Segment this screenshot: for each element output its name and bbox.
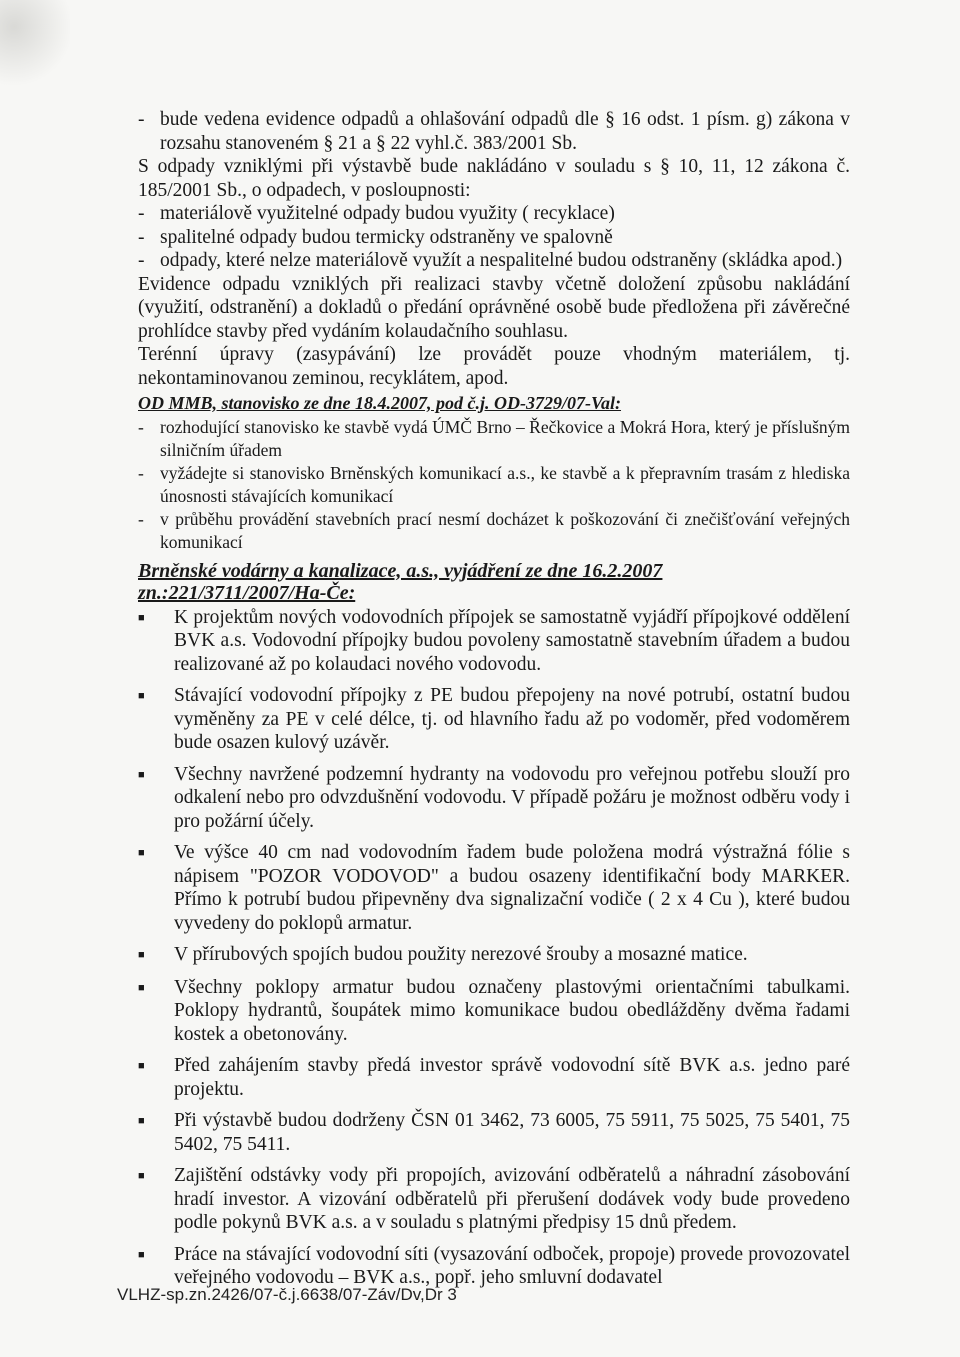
section-heading-od-mmb: OD MMB, stanovisko ze dne 18.4.2007, pod č.j. OD-3729/07-Val:: [138, 393, 622, 413]
document-page: [138, 108, 850, 1298]
bullet-marker: ■: [138, 981, 145, 994]
list-item: [138, 416, 850, 462]
list-item: [138, 976, 850, 1047]
list-item-text: V přírubových spojích budou použity nerezové šrouby a mosazné matice.: [174, 944, 748, 965]
bullet-marker: ■: [138, 1170, 145, 1182]
list-item-text: spalitelné odpady budou termicky odstraněny ve spalovně: [160, 226, 613, 248]
bullet-marker: ■: [138, 949, 145, 961]
bullet-marker: ■: [138, 847, 145, 859]
list-item-text: Před zahájením stavby předá investor správě vodovodní sítě BVK a.s. jedno paré projektu.: [174, 1055, 850, 1100]
list-item-text: Všechny poklopy armatur budou označeny plastovými orientačními tabulkami. Poklopy hydrantů, šoupátek mimo komunikace budou obedlážděny dvěma řadami kostek a obetonovány.: [174, 976, 850, 1045]
list-item: [138, 763, 850, 834]
dash-marker: -: [138, 109, 145, 130]
list-item: [138, 841, 850, 935]
bullet-marker: ■: [138, 768, 145, 781]
list-item: [138, 249, 850, 273]
list-item-text: vyžádejte si stanovisko Brněnských komunikací a.s., ke stavbě a k přepravním trasám z hlediska únosnosti stávajících komunikací: [160, 462, 850, 506]
dash-marker: -: [138, 203, 145, 224]
list-item: [138, 943, 850, 968]
list-item-text: Stávající vodovodní přípojky z PE budou přepojeny na nové potrubí, ostatní budou vyměněny za PE v celé délce, tj. od hlavního řadu až po vodoměr, před vodoměrem bude osazen kulový uzávěr.: [174, 685, 850, 753]
list-item: [138, 606, 850, 677]
list-item: [138, 1164, 850, 1235]
list-item-text: bude vedena evidence odpadů a ohlašování odpadů dle § 16 odst. 1 písm. g) zákona v rozsahu stanoveném § 21 a § 22 vyhl.č. 383/2001 Sb.: [160, 109, 850, 154]
list-item-text: materiálově využitelné odpady budou využity ( recyklace): [160, 203, 615, 224]
list-item-text: K projektům nových vodovodních přípojek se samostatně vyjádří přípojkové oddělení BVK a.s. Vodovodní přípojky budou povoleny samostatně stavebním úřadem a budou realizované až po kolaudaci nového vodovodu.: [174, 606, 850, 675]
bullet-marker: ■: [138, 690, 145, 702]
bullet-marker: ■: [138, 1248, 145, 1261]
list-item: [138, 1243, 850, 1290]
bullet-marker: ■: [138, 1115, 145, 1127]
list-item-text: odpady, které nelze materiálově využít a nespalitelné budou odstraněny (skládka apod.): [160, 250, 843, 271]
paragraph: S odpady vzniklými při výstavbě bude nakládáno v souladu s § 10, 11, 12 zákona č. 185/2001 Sb., o odpadech, v posloupnosti:: [138, 156, 850, 201]
list-item-text: Všechny navržené podzemní hydranty na vodovodu pro veřejnou potřebu slouží pro odkalení nebo pro odvzdušnění vodovodu. V případě požáru je možnost odběru vody i pro požární účely.: [174, 763, 850, 832]
list-item: [138, 226, 850, 250]
dash-marker: -: [138, 250, 145, 271]
list-item: [138, 462, 850, 508]
page-footer: VLHZ-sp.zn.2426/07-č.j.6638/07-Záv/Dv,Dr 3: [117, 1285, 457, 1304]
list-item: [138, 684, 850, 755]
list-item: [138, 508, 850, 554]
dash-marker: -: [138, 226, 145, 248]
paragraph: Terénní úpravy (zasypávání) lze provádět pouze vhodným materiálem, tj. nekontaminovanou zeminou, recyklátem, apod.: [138, 344, 850, 389]
bullet-marker: ■: [138, 1060, 145, 1072]
section-heading-bvk: Brněnské vodárny a kanalizace, a.s., vyjádření ze dne 16.2.2007 zn.:221/3711/2007/Ha-Če:: [138, 559, 663, 604]
list-item-text: Práce na stávající vodovodní síti (vysazování odboček, propoje) provede provozovatel veřejného vodovodu – BVK a.s., popř. jeho smluvní dodavatel: [174, 1243, 850, 1288]
list-item-text: Ve výšce 40 cm nad vodovodním řadem bude položena modrá výstražná fólie s nápisem "POZOR VODOVOD" a budou osazeny identifikační body MARKER. Přímo k potrubí budou připevněny dva signalizační vodiče ( 2 x 4 Cu ), které budou vyvedeny do poklopů armatur.: [174, 842, 850, 934]
list-item-text: Zajištění odstávky vody při propojích, avizování odběratelů a náhradní zásobování hradí investor. A vizování odběratelů při přerušení dodávek vody bude provedeno podle pokynů BVK a.s. a v souladu s platnými předpisy 15 dnů předem.: [174, 1165, 850, 1233]
list-item: [138, 202, 850, 226]
list-item-text: rozhodující stanovisko ke stavbě vydá ÚMČ Brno – Řečkovice a Mokrá Hora, který je příslušným silničním úřadem: [160, 416, 850, 460]
list-item: [138, 1109, 850, 1156]
dash-marker: -: [138, 508, 144, 529]
bullet-marker: ■: [138, 611, 145, 624]
dash-marker: -: [138, 416, 144, 437]
paragraph: Evidence odpadu vzniklých při realizaci stavby včetně doložení způsobu nakládání (využití, odstranění) a dokladů o předání oprávněné osobě bude předložena při závěrečné prohlídce stavby před vydáním kolaudačního souhlasu.: [138, 273, 850, 342]
list-item: [138, 1054, 850, 1101]
scan-smudge: [0, 0, 70, 90]
list-item-text: v průběhu provádění stavebních prací nesmí docházet k poškozování či znečišťování veřejných komunikací: [160, 508, 850, 552]
list-item: [138, 108, 850, 155]
dash-marker: -: [138, 462, 144, 483]
list-item-text: Při výstavbě budou dodrženy ČSN 01 3462, 73 6005, 75 5911, 75 5025, 75 5401, 75 5402, 75 5411.: [174, 1110, 850, 1155]
